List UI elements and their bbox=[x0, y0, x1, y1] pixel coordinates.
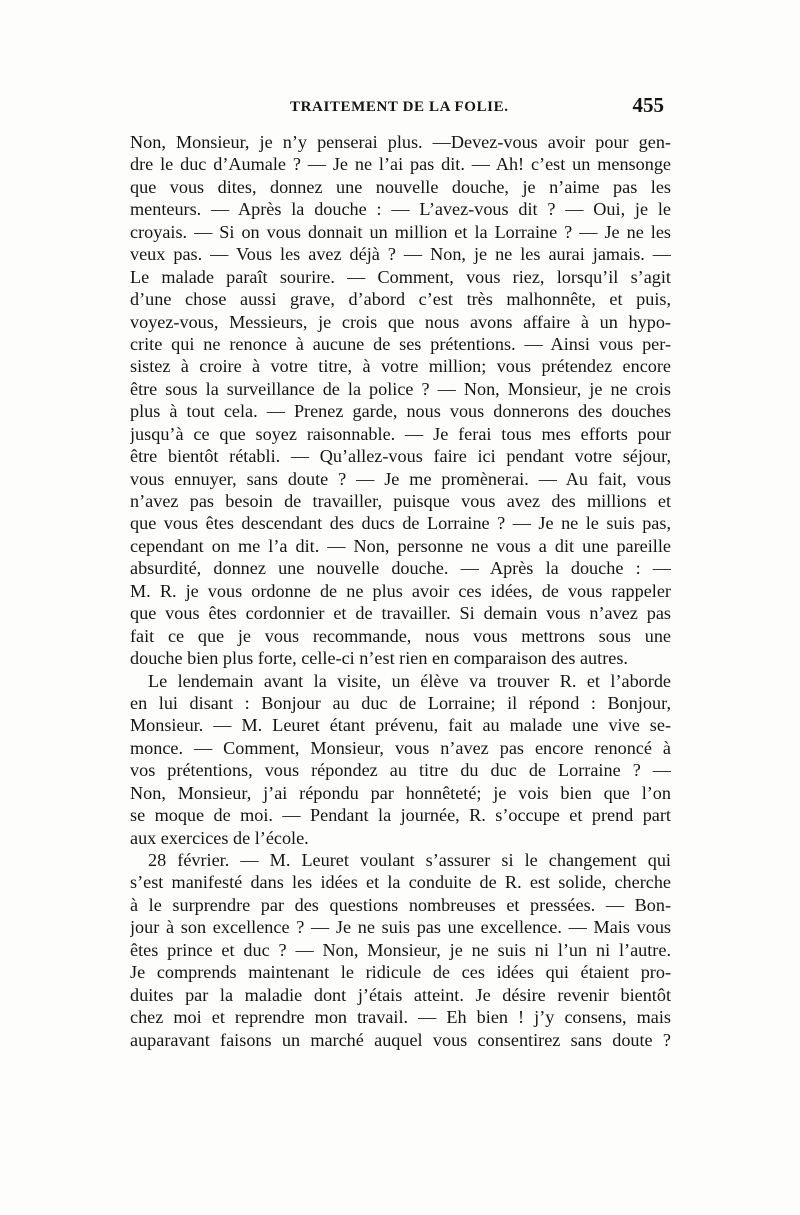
text-line: menteurs. — Après la douche : — L’avez-vous dit ? — Oui, je le bbox=[130, 199, 671, 220]
text-line: n’avez pas besoin de travailler, puisque vous avez des millions et bbox=[130, 491, 671, 511]
text-line: chez moi et reprendre mon travail. — Eh bien ! j’y consens, mais bbox=[130, 1007, 671, 1028]
running-title: TRAITEMENT DE LA FOLIE. bbox=[290, 99, 509, 115]
text-line: en lui disant : Bonjour au duc de Lorraine; il répond : Bonjour, bbox=[130, 692, 671, 713]
text-line: croyais. — Si on vous donnait un million et la Lorraine ? — Je ne les bbox=[130, 221, 671, 242]
text-line: plus à tout cela. — Prenez garde, nous vous donnerons des douches bbox=[130, 401, 671, 422]
text-line: crite qui ne renonce à aucune de ses prétentions. — Ainsi vous per- bbox=[130, 333, 671, 354]
text-line: Le malade paraît sourire. — Comment, vous riez, lorsqu’il s’agit bbox=[130, 266, 671, 287]
page-number: 455 bbox=[632, 93, 664, 117]
text-line: que vous dites, donnez une nouvelle douche, je n’aime pas les bbox=[130, 176, 671, 197]
text-line: Monsieur. — M. Leuret étant prévenu, fait au malade une vive se- bbox=[130, 715, 671, 736]
text-line: jusqu’à ce que soyez raisonnable. — Je ferai tous mes efforts pour bbox=[130, 423, 671, 444]
text-line: Non, Monsieur, je n’y penserai plus. —Devez-vous avoir pour gen- bbox=[130, 132, 671, 152]
text-line: voyez-vous, Messieurs, je crois que nous avons affaire à un hypo- bbox=[130, 311, 671, 332]
text-line: être bientôt rétabli. — Qu’allez-vous faire ici pendant votre séjour, bbox=[130, 446, 671, 467]
text-line: aux exercices de l’école. bbox=[130, 827, 309, 848]
text-line: d’une chose aussi grave, d’abord c’est très malhonnête, et puis, bbox=[130, 289, 671, 310]
text-line: vos prétentions, vous répondez au titre du duc de Lorraine ? — bbox=[130, 760, 671, 781]
text-line: Non, Monsieur, j’ai répondu par honnêteté; je vois bien que l’on bbox=[130, 782, 671, 803]
text-line: sistez à croire à votre titre, à votre million; vous prétendez encore bbox=[130, 356, 671, 377]
text-line: duites par la maladie dont j’étais atteint. Je désire revenir bientôt bbox=[130, 984, 671, 1005]
text-line: Le lendemain avant la visite, un élève va trouver R. et l’aborde bbox=[148, 670, 671, 691]
text-line: jour à son excellence ? — Je ne suis pas une excellence. — Mais vous bbox=[130, 917, 671, 938]
text-line: cependant on me l’a dit. — Non, personne ne vous a dit une pareille bbox=[130, 535, 671, 556]
text-line: être sous la surveillance de la police ? — Non, Monsieur, je ne crois bbox=[130, 378, 671, 399]
body-text bbox=[130, 131, 671, 1051]
text-line: douche bien plus forte, celle-ci n’est rien en comparaison des autres. bbox=[130, 648, 628, 669]
text-line: vous ennuyer, sans doute ? — Je me promènerai. — Au fait, vous bbox=[130, 468, 671, 489]
text-line: que vous êtes descendant des ducs de Lorraine ? — Je ne le suis pas, bbox=[130, 513, 671, 534]
text-line: à le surprendre par des questions nombreuses et pressées. — Bon- bbox=[130, 894, 671, 915]
text-line: M. R. je vous ordonne de ne plus avoir ces idées, de vous rappeler bbox=[130, 580, 671, 601]
text-line: 28 février. — M. Leuret voulant s’assurer si le changement qui bbox=[148, 850, 671, 870]
text-line: êtes prince et duc ? — Non, Monsieur, je ne suis ni l’un ni l’autre. bbox=[130, 939, 671, 960]
text-line: absurdité, donnez une nouvelle douche. — Après la douche : — bbox=[130, 558, 671, 579]
text-line: dre le duc d’Aumale ? — Je ne l’ai pas dit. — Ah! c’est un mensonge bbox=[130, 154, 671, 175]
text-line: se moque de moi. — Pendant la journée, R. s’occupe et prend part bbox=[130, 805, 671, 826]
text-line: monce. — Comment, Monsieur, vous n’avez pas encore renoncé à bbox=[130, 737, 671, 758]
text-line: fait ce que je vous recommande, nous vous mettrons sous une bbox=[130, 625, 671, 646]
text-line: s’est manifesté dans les idées et la conduite de R. est solide, cherche bbox=[130, 872, 671, 893]
page-header bbox=[130, 93, 670, 125]
text-line: veux pas. — Vous les avez déjà ? — Non, je ne les aurai jamais. — bbox=[130, 244, 671, 265]
text-line: auparavant faisons un marché auquel vous consentirez sans doute ? bbox=[130, 1029, 671, 1050]
text-line: que vous êtes cordonnier et de travailler. Si demain vous n’avez pas bbox=[130, 603, 671, 624]
text-line: Je comprends maintenant le ridicule de ces idées qui étaient pro- bbox=[130, 962, 671, 983]
